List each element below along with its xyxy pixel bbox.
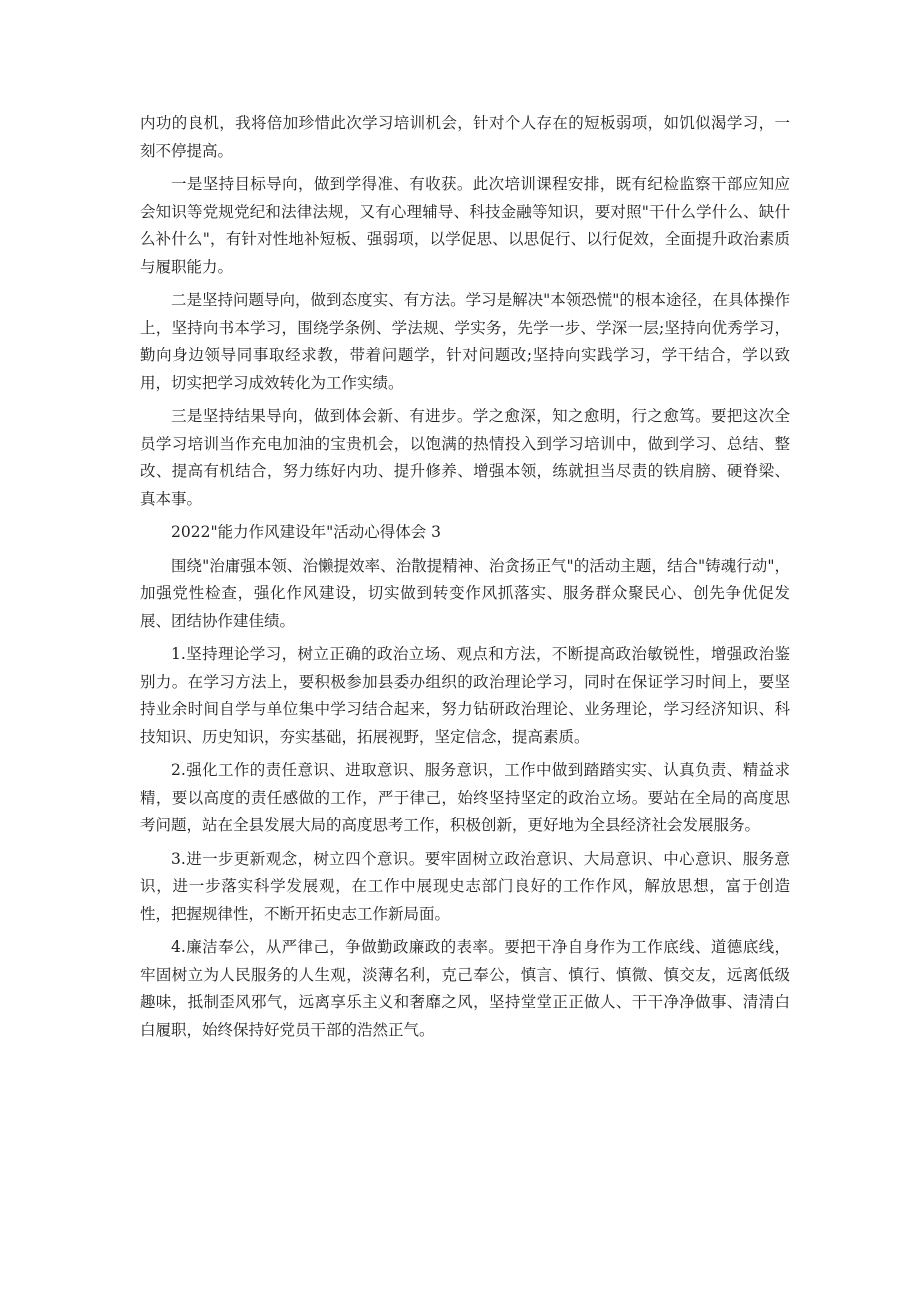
paragraph-item-1: 1.坚持理论学习，树立正确的政治立场、观点和方法，不断提高政治敏锐性，增强政治鉴别力。在学习方法上，要积极参加县委办组织的政治理论学习，同时在保证学习时间上，要坚持业余时间自学与单位集中学习结合起来，努力钻研政治理论、业务理论，学习经济知识、科技知识、历史知识，夯实基础，拓展视野，坚定信念，提高素质。 <box>140 645 790 746</box>
paragraph-goal-oriented: 一是坚持目标导向，做到学得准、有收获。此次培训课程安排，既有纪检监察干部应知应会知识等党规党纪和法律法规，又有心理辅导、科技金融等知识，要对照"干什么学什么、缺什么补什么"，有针对性地补短板、强弱项，以学促思、以思促行、以行促效，全面提升政治素质与履职能力。 <box>140 175 790 276</box>
paragraph-item-3: 3.进一步更新观念，树立四个意识。要牢固树立政治意识、大局意识、中心意识、服务意识，进一步落实科学发展观，在工作中展现史志部门良好的工作作风，解放思想，富于创造性，把握规律性，不断开拓史志工作新局面。 <box>140 849 790 923</box>
paragraph-continuation: 内功的良机，我将倍加珍惜此次学习培训机会，针对个人存在的短板弱项，如饥似渴学习，一刻不停提高。 <box>140 114 790 160</box>
section-heading: 2022"能力作风建设年"活动心得体会 3 <box>171 523 441 541</box>
document-body <box>140 110 790 1050</box>
paragraph-intro: 围绕"治庸强本领、治懒提效率、治散提精神、治贪扬正气"的活动主题，结合"铸魂行动"，加强党性检查，强化作风建设，切实做到转变作风抓落实、服务群众聚民心、创先争优促发展、团结协作建佳绩。 <box>140 556 790 630</box>
paragraph-item-4: 4.廉洁奉公，从严律己，争做勤政廉政的表率。要把干净自身作为工作底线、道德底线，牢固树立为人民服务的人生观，淡薄名利，克己奉公，慎言、慎行、慎微、慎交友，远离低级趣味，抵制歪风邪气，远离享乐主义和奢靡之风，坚持堂堂正正做人、干干净净做事、清清白白履职，始终保持好党员干部的浩然正气。 <box>140 938 790 1039</box>
paragraph-result-oriented: 三是坚持结果导向，做到体会新、有进步。学之愈深，知之愈明，行之愈笃。要把这次全员学习培训当作充电加油的宝贵机会，以饱满的热情投入到学习培训中，做到学习、总结、整改、提高有机结合，努力练好内功、提升修养、增强本领，练就担当尽责的铁肩膀、硬脊梁、真本事。 <box>140 407 790 508</box>
paragraph-item-2: 2.强化工作的责任意识、进取意识、服务意识，工作中做到踏踏实实、认真负责、精益求精，要以高度的责任感做的工作，严于律己，始终坚持坚定的政治立场。要站在全局的高度思考问题，站在全县发展大局的高度思考工作，积极创新，更好地为全县经济社会发展服务。 <box>140 761 790 834</box>
paragraph-problem-oriented: 二是坚持问题导向，做到态度实、有方法。学习是解决"本领恐慌"的根本途径，在具体操作上，坚持向书本学习，围绕学条例、学法规、学实务，先学一步、学深一层;坚持向优秀学习，勤向身边领导同事取经求教，带着问题学，针对问题改;坚持向实践学习，学干结合，学以致用，切实把学习成效转化为工作实绩。 <box>140 291 790 392</box>
